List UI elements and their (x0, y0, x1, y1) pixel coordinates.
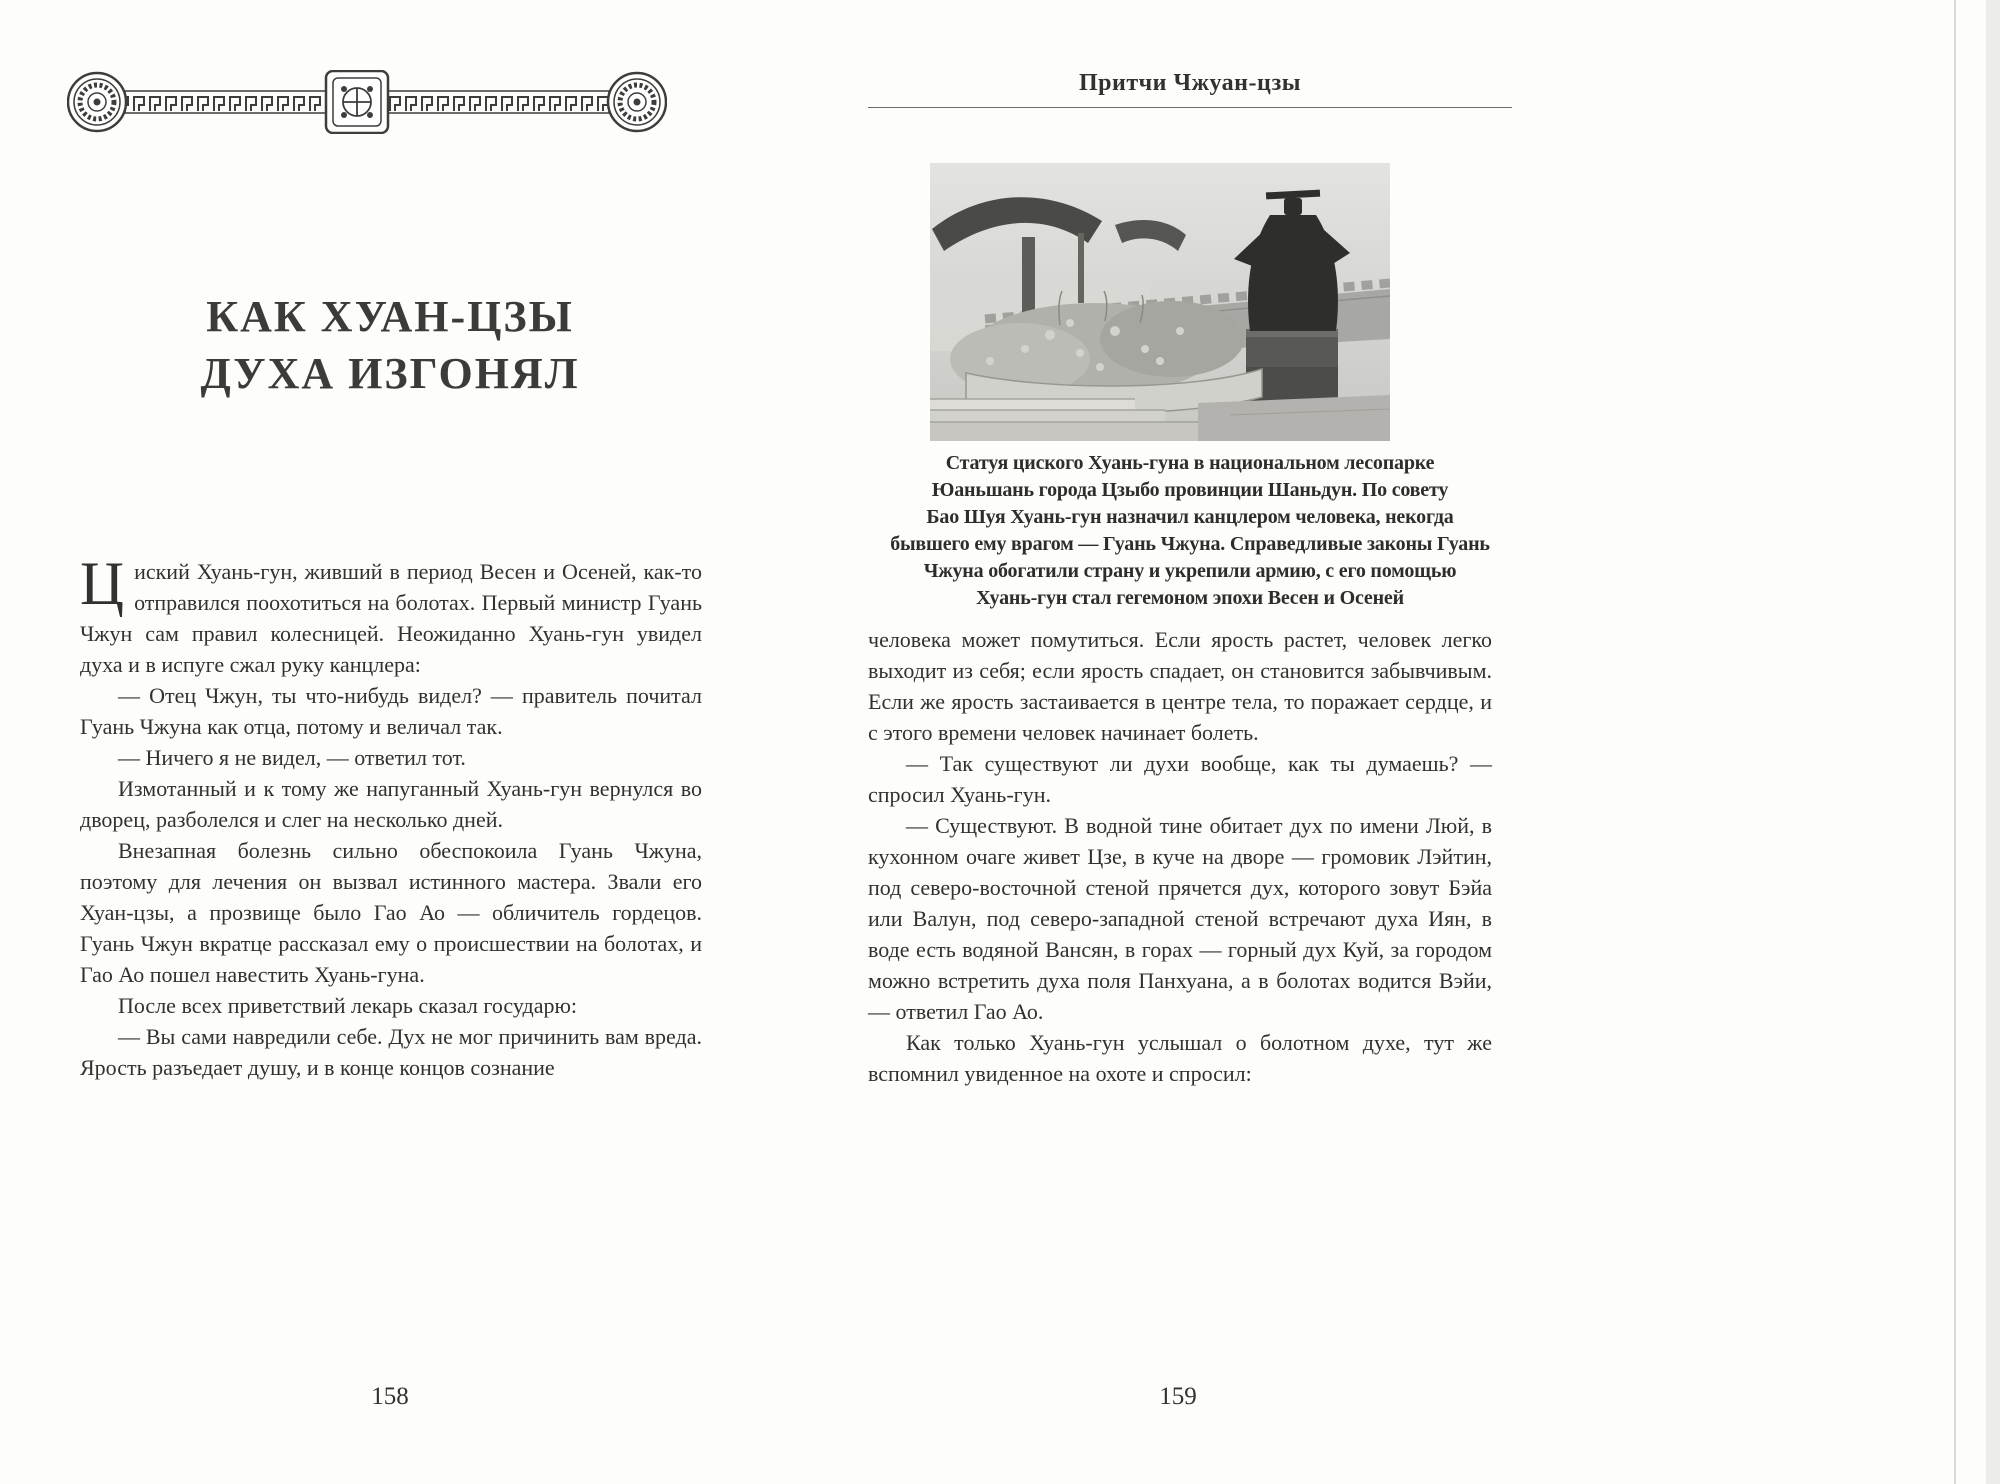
chapter-title-line1: КАК ХУАН-ЦЗЫ (206, 292, 574, 341)
chapter-title-line2: ДУХА ИЗГОНЯЛ (200, 349, 580, 398)
paragraph: После всех приветствий лекарь сказал государю: (118, 993, 578, 1018)
paragraph (80, 551, 702, 680)
book-edge-shade (1986, 0, 2000, 1484)
statue-photo (930, 163, 1390, 441)
chapter-ornament-icon (67, 70, 667, 134)
photo-caption (878, 450, 1502, 612)
left-page-body-text (80, 551, 702, 1083)
page-number-right: 159 (1159, 1383, 1197, 1410)
caption-line: Юаньшань города Цзыбо провинции Шаньдун. По совету (931, 479, 1449, 501)
paragraph: — Вы сами навредили себе. Дух не мог причинить вам вреда. Ярость разъедает душу, и в конце концов сознание (80, 1024, 702, 1080)
caption-line: Статуя циского Хуань-гуна в национальном лесопарке (945, 452, 1435, 474)
paragraph: — Так существуют ли духи вообще, как ты думаешь? — спросил Хуань-гун. (868, 751, 1492, 807)
paragraph: Как только Хуань-гун услышал о болотном духе, тут же вспомнил увиденное на охоте и спросил: (868, 1030, 1492, 1086)
drop-cap: Ц (80, 551, 125, 618)
caption-line: Чжуна обогатили страну и укрепили армию, с его помощью (923, 560, 1457, 582)
right-page-body-text (868, 624, 1492, 1089)
running-head-rule (868, 107, 1512, 108)
book-edge-line (1954, 0, 1956, 1484)
caption-line: Хуань-гун стал гегемоном эпохи Весен и Осеней (976, 587, 1404, 609)
paragraph: Измотанный и к тому же напуганный Хуань-гун вернулся во дворец, разболелся и слег на несколько дней. (80, 776, 702, 832)
paragraph-text: иский Хуань-гун, живший в период Весен и Осеней, как-то отправился поохотиться на болотах. Первый министр Гуань Чжун сам правил колесницей. Неожиданно Хуань-гун увидел духа и в испуге сжал руку канцлера: (80, 559, 702, 677)
paragraph: — Ничего я не видел, — ответил тот. (118, 745, 466, 770)
page-number-left: 158 (371, 1383, 409, 1410)
caption-line: бывшего ему врагом — Гуань Чжуна. Справедливые законы Гуань (890, 533, 1490, 555)
paragraph: Внезапная болезнь сильно обеспокоила Гуань Чжуна, поэтому для лечения он вызвал истинного мастера. Звали его Хуан-цзы, а прозвище было Гао Ао — обличитель гордецов. Гуань Чжун вкратце рассказал ему о происшествии на болотах, и Гао Ао пошел навестить Хуань-гуна. (80, 838, 702, 987)
paragraph: человека может помутиться. Если ярость растет, человек легко выходит из себя; если ярость спадает, он становится забывчивым. Если же ярость застаивается в центре тела, то поражает сердце, и с этого времени человек начинает болеть. (868, 627, 1492, 745)
paragraph: — Существуют. В водной тине обитает дух по имени Люй, в кухонном очаге живет Цзе, в куче на дворе — громовик Лэйтин, под северо-восточной стеной прячется дух, которого зовут Бэйа или Валун, под северо-западной стеной встречают духа Иян, в воде есть водяной Вансян, в горах — горный дух Куй, за городом можно встретить духа поля Панхуана, а в болотах водится Вэйи, — ответил Гао Ао. (868, 813, 1492, 1024)
chapter-title (80, 288, 700, 402)
paragraph: — Отец Чжун, ты что-нибудь видел? — правитель почитал Гуань Чжуна как отца, потому и величал так. (80, 683, 702, 739)
running-head: Притчи Чжуан-цзы (1078, 70, 1302, 96)
caption-line: Бао Шуя Хуань-гун назначил канцлером человека, некогда (926, 506, 1454, 528)
